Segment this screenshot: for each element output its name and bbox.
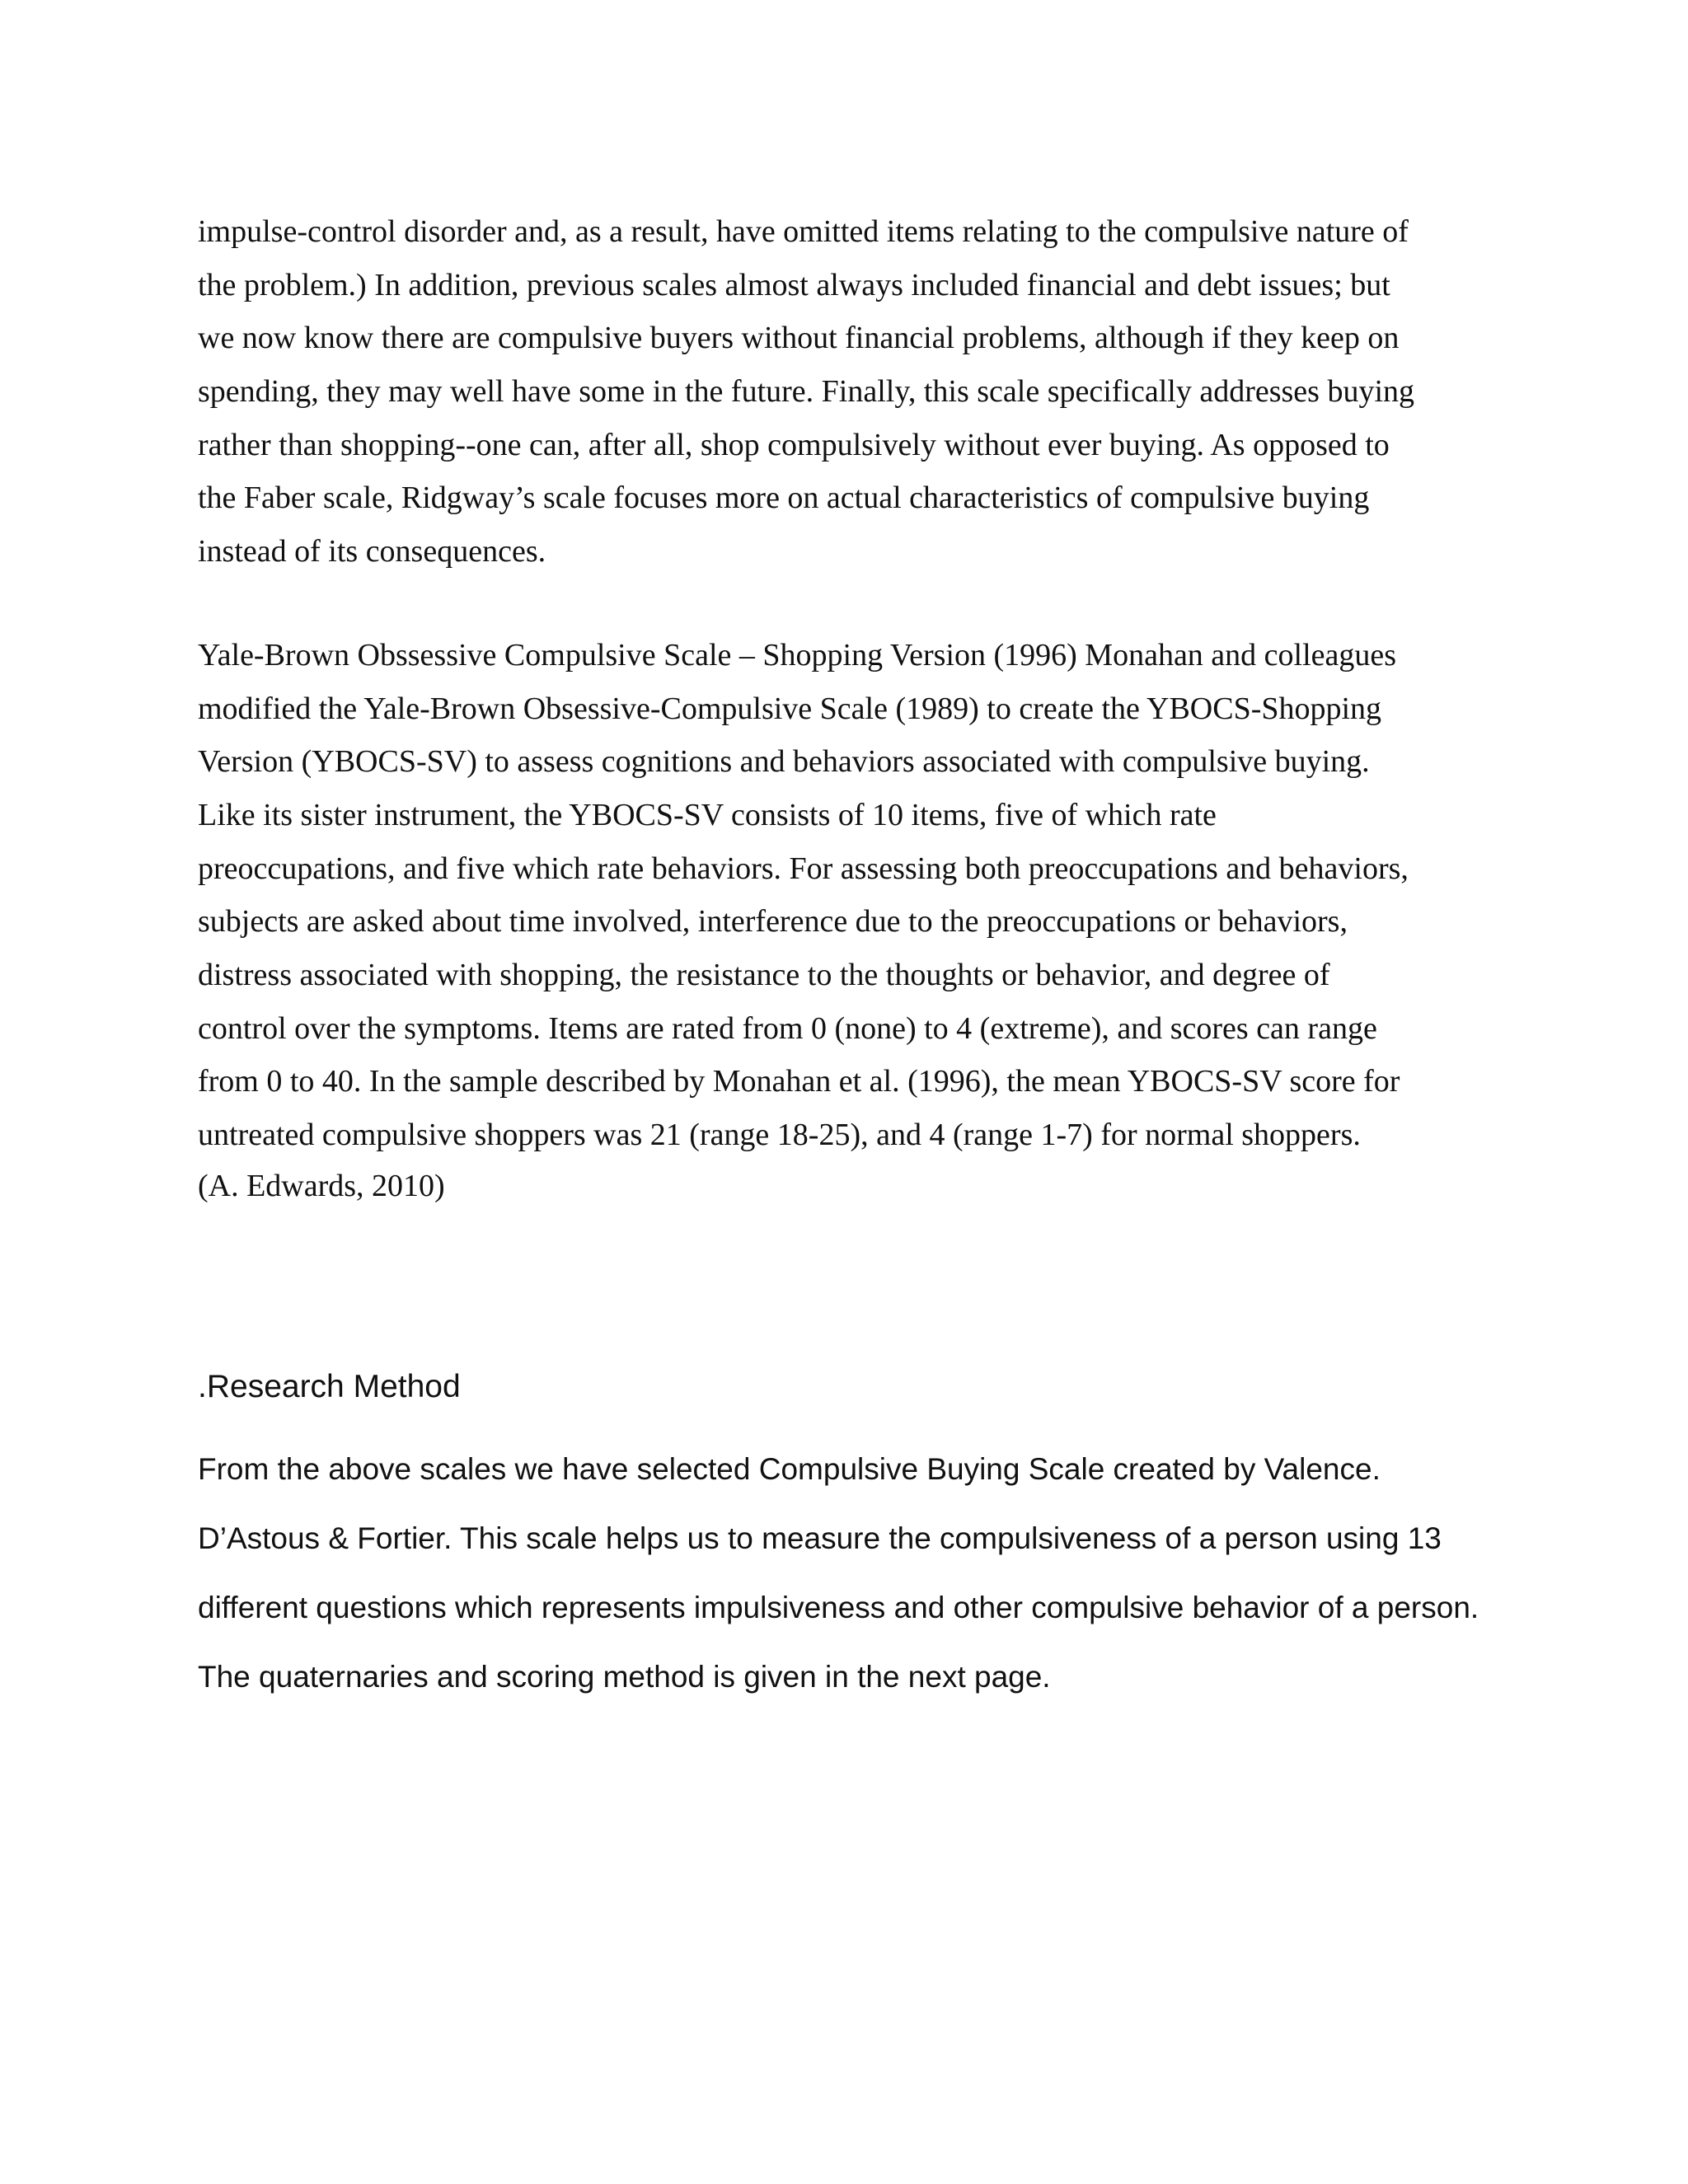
text-line: Like its sister instrument, the YBOCS-SV consists of 10 items, five of which rate [198,798,1217,832]
text-line: rather than shopping--one can, after all, shop compulsively without ever buying. As opposed to [198,428,1390,462]
text-line: impulse-control disorder and, as a result, have omitted items relating to the compulsive nature of [198,214,1409,249]
text-line: control over the symptoms. Items are rated from 0 (none) to 4 (extreme), and scores can range [198,1011,1377,1046]
text-line: (A. Edwards, 2010) [198,1169,445,1203]
text-line: from 0 to 40. In the sample described by Monahan et al. (1996), the mean YBOCS-SV score for [198,1064,1400,1099]
text-line: Version (YBOCS-SV) to assess cognitions and behaviors associated with compulsive buying. [198,744,1370,779]
section-heading: .Research Method [198,1369,461,1404]
text-line: untreated compulsive shoppers was 21 (range 18-25), and 4 (range 1-7) for normal shoppers. [198,1118,1361,1152]
text-line: Yale-Brown Obssessive Compulsive Scale – Shopping Version (1996) Monahan and colleagues [198,638,1397,673]
text-line: The quaternaries and scoring method is given in the next page. [198,1660,1051,1694]
text-line: the problem.) In addition, previous scales almost always included financial and debt issues; but [198,268,1390,302]
text-line: instead of its consequences. [198,534,546,569]
text-line: we now know there are compulsive buyers without financial problems, although if they keep on [198,321,1400,355]
text-line: different questions which represents impulsiveness and other compulsive behavior of a person. [198,1591,1479,1624]
text-line: spending, they may well have some in the future. Finally, this scale specifically addresses buying [198,374,1415,409]
text-line: From the above scales we have selected Compulsive Buying Scale created by Valence. [198,1452,1381,1486]
text-line: D’Astous & Fortier. This scale helps us to measure the compulsiveness of a person using 13 [198,1521,1442,1555]
text-line: distress associated with shopping, the resistance to the thoughts or behavior, and degree of [198,958,1330,992]
text-line: subjects are asked about time involved, interference due to the preoccupations or behaviors, [198,904,1348,939]
text-line: preoccupations, and five which rate behaviors. For assessing both preoccupations and behaviors, [198,851,1409,886]
text-line: modified the Yale-Brown Obsessive-Compulsive Scale (1989) to create the YBOCS-Shopping [198,691,1382,726]
text-line: the Faber scale, Ridgway’s scale focuses more on actual characteristics of compulsive buying [198,480,1370,515]
